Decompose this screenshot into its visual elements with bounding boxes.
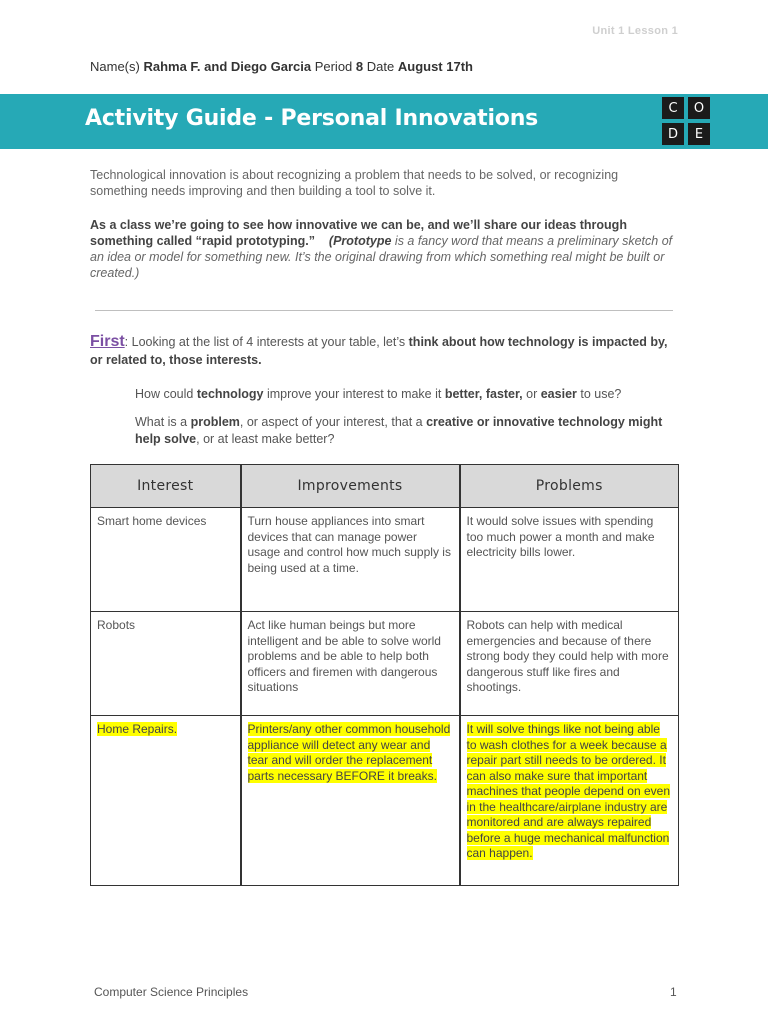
question-2 bbox=[135, 414, 680, 448]
header-interest: Interest bbox=[91, 465, 241, 508]
q1-technology: technology bbox=[196, 387, 264, 401]
first-bold-text: think about how technology is impacted by, or related to, those interests. bbox=[90, 335, 668, 367]
title-banner bbox=[0, 94, 768, 149]
q2-problem: problem bbox=[190, 415, 240, 429]
q2-text-a: What is a bbox=[135, 415, 191, 429]
q1-easier: easier bbox=[540, 387, 577, 401]
logo-letter-d: D bbox=[662, 123, 684, 145]
class-statement: As a class we’re going to see how innovative we can be, and we’ll share our ideas through something called “rapid prototyping.” bbox=[90, 218, 627, 248]
table-row bbox=[91, 508, 679, 612]
table-row bbox=[91, 716, 679, 886]
names-label: Name(s) bbox=[90, 59, 140, 74]
table-row bbox=[91, 612, 679, 716]
date-value: August 17th bbox=[397, 59, 473, 74]
problems-cell[interactable]: It would solve issues with spending too much power a month and make electricity bills lower. bbox=[460, 508, 679, 612]
unit-lesson-label: Unit 1 Lesson 1 bbox=[592, 25, 678, 37]
logo-letter-o: O bbox=[688, 97, 710, 119]
highlighted-text: It will solve things like not being able to wash clothes for a week because a repair part still needs to be ordered. It can also make sure that important machines that people depend on even in the healthcare/airplane industry are monitored and are always repaired before a huge mechanical malfunction can happen. bbox=[466, 722, 670, 860]
problems-cell[interactable]: Robots can help with medical emergencies and because of there strong body they could help with more dangerous stuff like fires and shootings. bbox=[460, 612, 679, 716]
question-1 bbox=[135, 387, 621, 401]
improvements-cell[interactable]: Act like human beings but more intelligent and be able to solve world problems and be able to help both officers and firemen with dangerous situations bbox=[241, 612, 460, 716]
footer-course: Computer Science Principles bbox=[94, 985, 249, 999]
prototype-definition: is a fancy word that means a preliminary sketch of an idea or model for something new. It’s the original drawing from which something real might be built or created.) bbox=[90, 234, 673, 280]
q2-creative-tech: creative or innovative technology might help solve bbox=[135, 415, 663, 446]
prototype-open-paren: ( bbox=[328, 234, 334, 248]
interest-cell[interactable]: Smart home devices bbox=[91, 508, 241, 612]
q2-text-c: , or aspect of your interest, that a bbox=[239, 415, 427, 429]
header-improvements: Improvements bbox=[241, 465, 460, 508]
page-number: 1 bbox=[670, 985, 677, 999]
intro-paragraph: Technological innovation is about recognizing a problem that needs to be solved, or recognizing something needs improving and then building a tool to solve it. bbox=[90, 168, 619, 198]
prototype-word: Prototype bbox=[333, 234, 392, 248]
problems-cell[interactable] bbox=[460, 716, 679, 886]
logo-letter-c: C bbox=[662, 97, 684, 119]
period-label: Period bbox=[314, 59, 353, 74]
q1-text-a: How could bbox=[135, 387, 197, 401]
improvements-cell[interactable]: Turn house appliances into smart devices that can manage power usage and control how much supply is being used at a time. bbox=[241, 508, 460, 612]
header-problems: Problems bbox=[460, 465, 679, 508]
name-line bbox=[90, 59, 473, 74]
table-header-row bbox=[91, 465, 679, 508]
names-value: Rahma F. and Diego Garcia bbox=[143, 59, 312, 74]
interest-cell[interactable] bbox=[91, 716, 241, 886]
highlighted-text: Home Repairs. bbox=[97, 722, 178, 736]
logo-letter-e: E bbox=[688, 123, 710, 145]
divider bbox=[95, 310, 673, 311]
interests-table bbox=[90, 464, 679, 886]
improvements-cell[interactable] bbox=[241, 716, 460, 886]
code-logo bbox=[662, 97, 710, 145]
q1-text-c: improve your interest to make it bbox=[263, 387, 445, 401]
period-value: 8 bbox=[355, 59, 364, 74]
first-heading: First bbox=[90, 333, 125, 350]
prototype-paragraph bbox=[90, 217, 680, 281]
first-instruction bbox=[90, 333, 680, 369]
q1-text-g: to use? bbox=[576, 387, 622, 401]
highlighted-text: Printers/any other common household appliance will detect any wear and tear and will order the replacement parts necessary BEFORE it breaks. bbox=[247, 722, 451, 783]
page-title: Activity Guide - Personal Innovations bbox=[85, 106, 539, 131]
q2-text-e: , or at least make better? bbox=[196, 432, 335, 446]
first-text: : Looking at the list of 4 interests at your table, let’s bbox=[124, 335, 409, 349]
date-label: Date bbox=[366, 59, 395, 74]
q1-better-faster: better, faster, bbox=[444, 387, 523, 401]
interest-cell[interactable]: Robots bbox=[91, 612, 241, 716]
q1-text-e: or bbox=[522, 387, 541, 401]
